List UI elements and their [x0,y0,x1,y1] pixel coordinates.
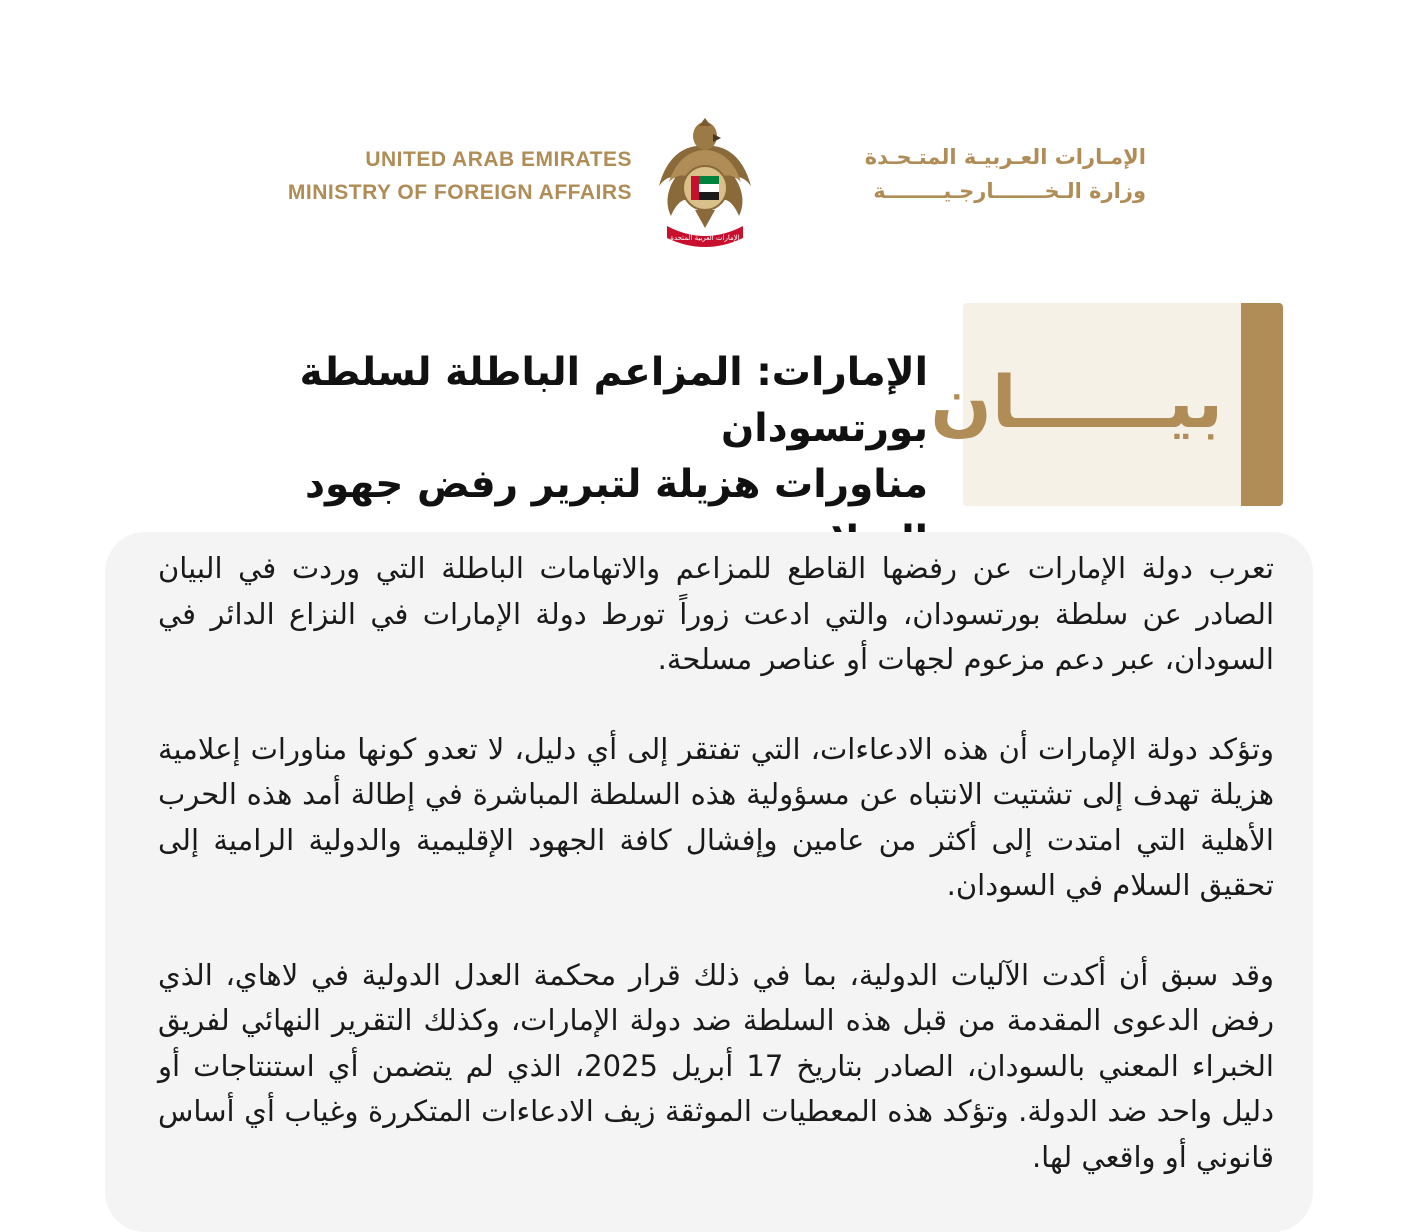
headline-line-1: الإمارات: المزاعم الباطلة لسلطة بورتسودان [299,350,928,451]
statement-badge-bar [1241,303,1283,506]
ministry-name-ar: وزارة الـخـــــــارجـيــــــــة [873,179,1146,203]
ministry-name-en: MINISTRY OF FOREIGN AFFAIRS [287,181,632,204]
statement-badge-label: بيــــــان [930,360,1223,444]
country-name-ar: الإمـارات العـربيـة المتـحـدة [864,145,1146,169]
ministry-name-arabic [786,140,1146,208]
headline-line-2: مناورات هزيلة لتبرير رفض جهود [305,462,928,507]
uae-emblem-icon [655,116,755,252]
ministry-name-english [288,143,632,209]
body-paragraph: تعرب دولة الإمارات عن رفضها القاطع للمزاعم والاتهامات الباطلة التي وردت في البيان الصادر عن سلطة بورتسودان، والتي ادعت زوراً تورط دولة الإمارات في النزاع الدائر في السودان، عبر دعم مزعوم لجهات أو عناصر مسلحة. [158,551,1274,676]
country-name-en: UNITED ARAB EMIRATES [365,148,632,171]
statement-badge [930,303,1283,506]
body-paragraph: وقد سبق أن أكدت الآليات الدولية، بما في ذلك قرار محكمة العدل الدولية في لاهاي، الذي رفض الدعوى المقدمة من قبل هذه السلطة ضد دولة الإمارات، وكذلك التقرير النهائي لفريق الخبراء المعني بالسودان، الصادر بتاريخ 17 أبريل 2025، الذي لم يتضمن أي استنتاجات أو دليل واحد ضد الدولة. وتؤكد هذه المعطيات الموثقة زيف الادعاءات المتكررة وغياب أي أساس قانوني أو واقعي لها. [158,957,1274,1174]
body-paragraph: وتؤكد دولة الإمارات أن هذه الادعاءات، التي تفتقر إلى أي دليل، لا تعدو كونها مناورات إعلامية هزيلة تهدف إلى تشتيت الانتباه عن مسؤولية هذه السلطة المباشرة في إطالة أمد هذه الحرب الأهلية التي امتدت إلى أكثر من عامين وإفشال كافة الجهود الإقليمية والدولية الرامية إلى تحقيق السلام في السودان. [158,731,1274,902]
emblem-banner-text: الإمارات العربية المتحدة [670,234,740,242]
statement-body [158,546,1274,1224]
